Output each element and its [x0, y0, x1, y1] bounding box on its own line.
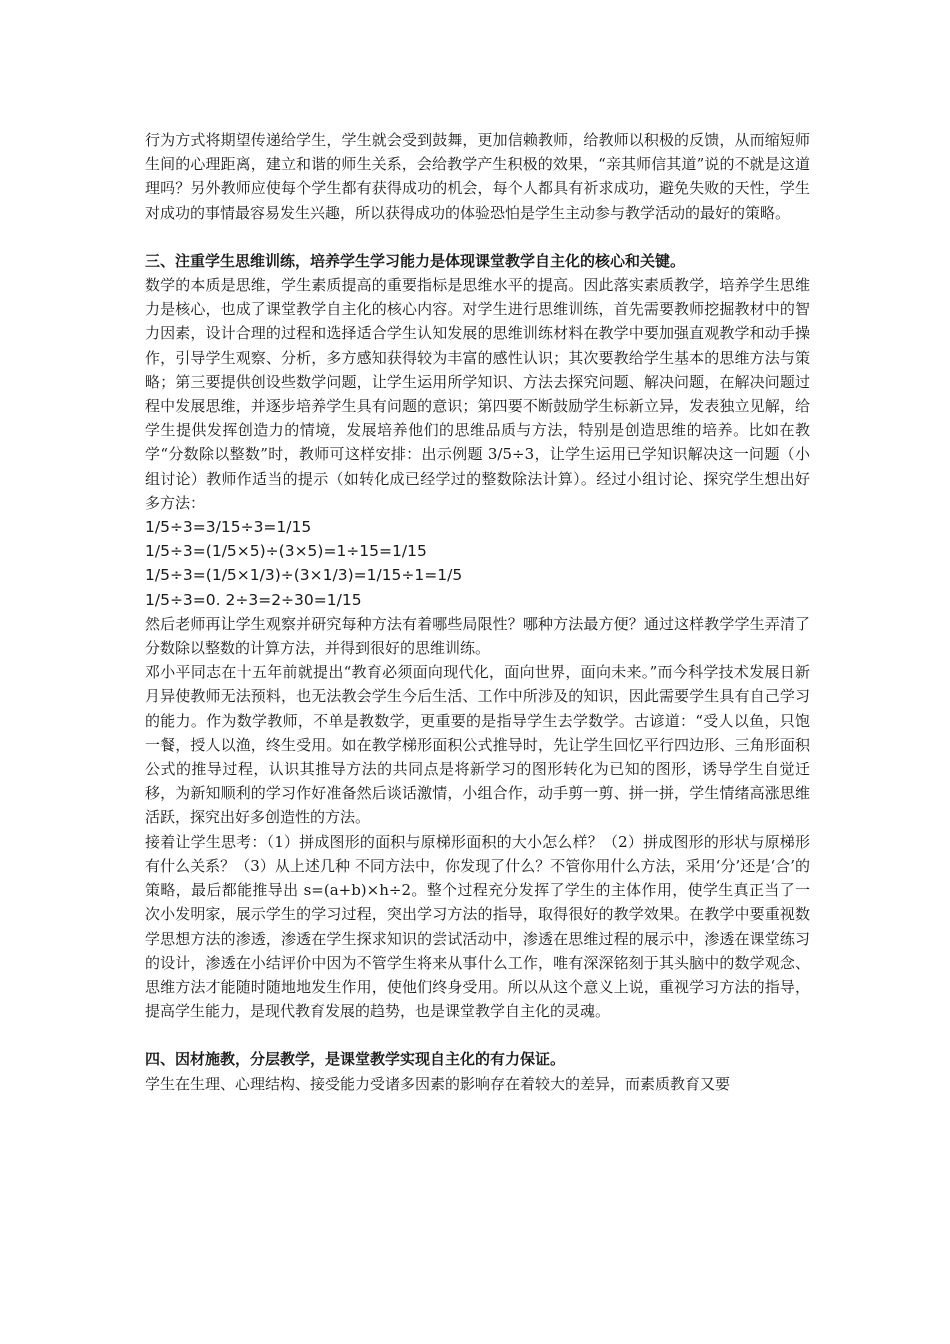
section-heading-4: 四、因材施教，分层教学，是课堂教学实现自主化的有力保证。 [145, 1050, 566, 1069]
paragraph-gap [145, 225, 810, 249]
formula-line-2: 1/5÷3=(1/5×5)÷(3×5)=1÷15=1/15 [145, 542, 427, 561]
paragraph-differences: 学生在生理、心理结构、接受能力受诸多因素的影响存在着较大的差异，而素质教育又要 [145, 1074, 731, 1093]
paragraph-learning-ability: 邓小平同志在十五年前就提出“教育必须面向现代化，面向世界，面向未来。”而今科学技术发展日新月异使教师无法预料，也无法教会学生今后生活、工作中所涉及的知识，因此需要学生具有自己学习的能力。作为数学教师，不单是教数学，更重要的是指导学生去学数学。古谚道：“受人以鱼，只饱一餐，授人以渔，终生受用。如在教学梯形面积公式推导时，先让学生回忆平行四边形、三角形面积公式的推导过程，认识其推导方法的共同点是将新学习的图形转化为已知的图形，诱导学生自觉迁移，为新知顺利的学习作好准备然后谈话激情，小组合作，动手剪一剪、拼一拼，学生情绪高涨思维活跃，探究出好多创造性的方法。 [145, 663, 810, 827]
paragraph-gap [145, 1023, 810, 1047]
document-body [145, 128, 810, 1096]
paragraph-intro: 行为方式将期望传递给学生，学生就会受到鼓舞，更加信赖教师，给教师以积极的反馈，从而缩短师生间的心理距离，建立和谐的师生关系，会给教学产生积极的效果，“亲其师信其道”说的不就是这道理吗？另外教师应使每个学生都有获得成功的机会，每个人都具有祈求成功，避免失败的天性，学生对成功的事情最容易发生兴趣，所以获得成功的体验恐怕是学生主动参与教学活动的最好的策略。 [145, 131, 810, 222]
paragraph-observation: 然后老师再让学生观察并研究每种方法有着哪些局限性？哪种方法最方便？通过这样教学学生弄清了分数除以整数的计算方法，并得到很好的思维训练。 [145, 614, 810, 658]
formula-line-4: 1/5÷3=0. 2÷3=2÷30=1/15 [145, 590, 362, 609]
formula-line-3: 1/5÷3=(1/5×1/3)÷(3×1/3)=1/15÷1=1/5 [145, 566, 463, 585]
paragraph-thinking-training: 数学的本质是思维，学生素质提高的重要指标是思维水平的提高。因此落实素质教学，培养学生思维力是核心，也成了课堂教学自主化的核心内容。对学生进行思维训练，首先需要教师挖掘教材中的智力因素，设计合理的过程和选择适合学生认知发展的思维训练材料在教学中要加强直观教学和动手操作，引导学生观察、分析，多方感知获得较为丰富的感性认识；其次要教给学生基本的思维方法与策略；第三要提供创设些数学问题，让学生运用所学知识、方法去探究问题、解决问题，在解决问题过程中发展思维，并逐步培养学生具有问题的意识；第四要不断鼓励学生标新立异，发表独立见解，给学生提供发挥创造力的情境，发展培养他们的思维品质与方法，特别是创造思维的培养。比如在教学“分数除以整数”时，教师可这样安排：出示例题 3/5÷3，让学生运用已学知识解决这一问题（小组讨论）教师作适当的提示（如转化成已经学过的整数除法计算）。经过小组讨论、探究学生想出好多方法： [145, 276, 810, 512]
paragraph-trapezoid: 接着让学生思考：（1）拼成图形的面积与原梯形面积的大小怎么样？（2）拼成图形的形状与原梯形有什么关系？（3）从上述几种 不同方法中，你发现了什么？不管你用什么方法，采用‘分’还是‘合’的策略，最后都能推导出 s=(a+b)×h÷2。整个过程充分发挥了学生的主体作用，使学生真正当了一次小发明家，展示学生的学习过程，突出学习方法的指导，取得很好的教学效果。在教学中要重视数学思想方法的渗透，渗透在学生探求知识的尝试活动中，渗透在思维过程的展示中，渗透在课堂练习的设计，渗透在小结评价中因为不管学生将来从事什么工作，唯有深深铭刻于其头脑中的数学观念、思维方法才能随时随地地发生作用，使他们终身受用。所以从这个意义上说，重视学习方法的指导，提高学生能力，是现代教育发展的趋势，也是课堂教学自主化的灵魂。 [145, 832, 810, 1021]
formula-line-1: 1/5÷3=3/15÷3=1/15 [145, 518, 312, 537]
section-heading-3: 三、注重学生思维训练，培养学生学习能力是体现课堂教学自主化的核心和关键。 [145, 251, 686, 270]
